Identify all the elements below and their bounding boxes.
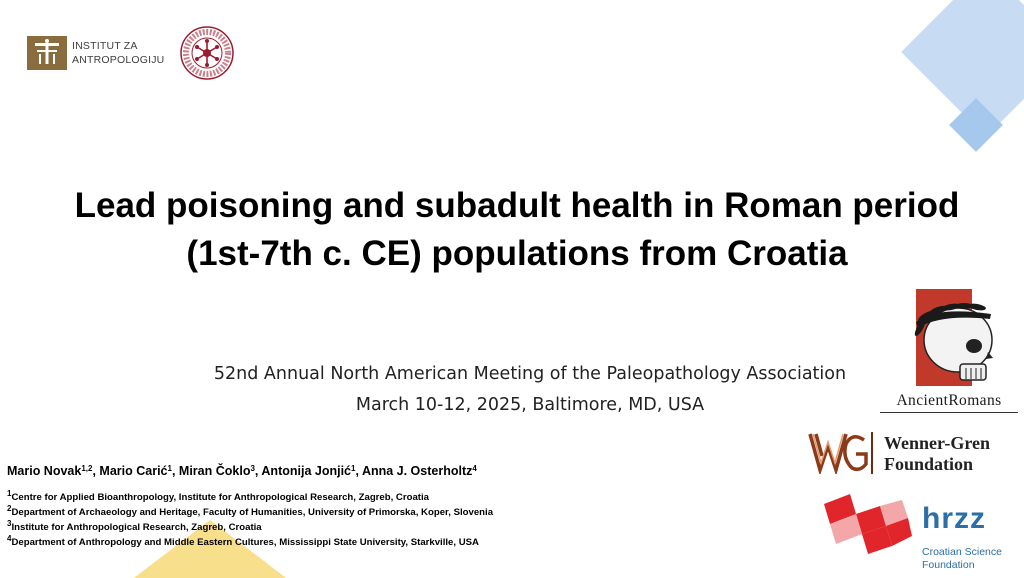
page-title (0, 182, 1024, 278)
institute-name (72, 39, 164, 67)
wenner-gren-wordmark (884, 433, 990, 475)
meeting-name: 52nd Annual North American Meeting of the Paleopathology Association (213, 364, 847, 384)
meeting-date: March 10-12, 2025, Baltimore, MD, USA (355, 395, 705, 415)
ancient-romans-wordmark: AncientRomans (896, 392, 1002, 409)
bioanthropology-seal-icon (180, 26, 234, 80)
affiliation: $^4$Department of Anthropology and Middle Eastern Cultures, Mississippi State University, Starkville, USA (7, 534, 479, 548)
wenner-gren-divider (871, 432, 873, 474)
author: Antonija Jonjić$^1$, (261, 464, 362, 478)
author-list (7, 464, 477, 478)
hrzz-checker-icon (822, 492, 912, 556)
wenner-gren-line1: Wenner-Gren (884, 433, 990, 453)
affiliation: $^1$Centre for Applied Bioanthropology, Institute for Anthropological Research, Zagreb, Croatia (7, 489, 429, 503)
wenner-gren-mark-icon (808, 430, 868, 474)
wenner-gren-line2: Foundation (884, 454, 974, 474)
laurel-skull-icon (896, 292, 1006, 392)
hrzz-subtitle (922, 546, 1002, 572)
ancient-romans-rule (880, 412, 1018, 413)
hrzz-subtitle-line1: Croatian Science (922, 546, 1002, 558)
institute-name-line1: INSTITUT ZA (72, 40, 138, 52)
affiliation: $^2$Department of Archaeology and Heritage, Faculty of Humanities, University of Primorska, Koper, Slovenia (7, 504, 494, 518)
title-line2: (1st-7th c. CE) populations from Croatia (186, 234, 848, 273)
author: Miran Čoklo$^3$, (178, 464, 262, 478)
author: Anna J. Osterholtz$^4$ (361, 464, 477, 478)
affiliation: $^3$Institute for Anthropological Research, Zagreb, Croatia (7, 519, 262, 533)
affiliation-list (7, 490, 493, 550)
author: Mario Carić$^1$, (99, 464, 179, 478)
meeting-info (130, 359, 930, 421)
title-line1: Lead poisoning and subadult health in Roman period (74, 186, 960, 225)
institute-name-line2: ANTROPOLOGIJU (72, 54, 165, 66)
author: Mario Novak$^{1,2}$, (7, 464, 100, 478)
institute-logo-icon (27, 36, 67, 70)
hrzz-wordmark: hrzz (922, 502, 986, 535)
hrzz-subtitle-line2: Foundation (922, 559, 975, 571)
